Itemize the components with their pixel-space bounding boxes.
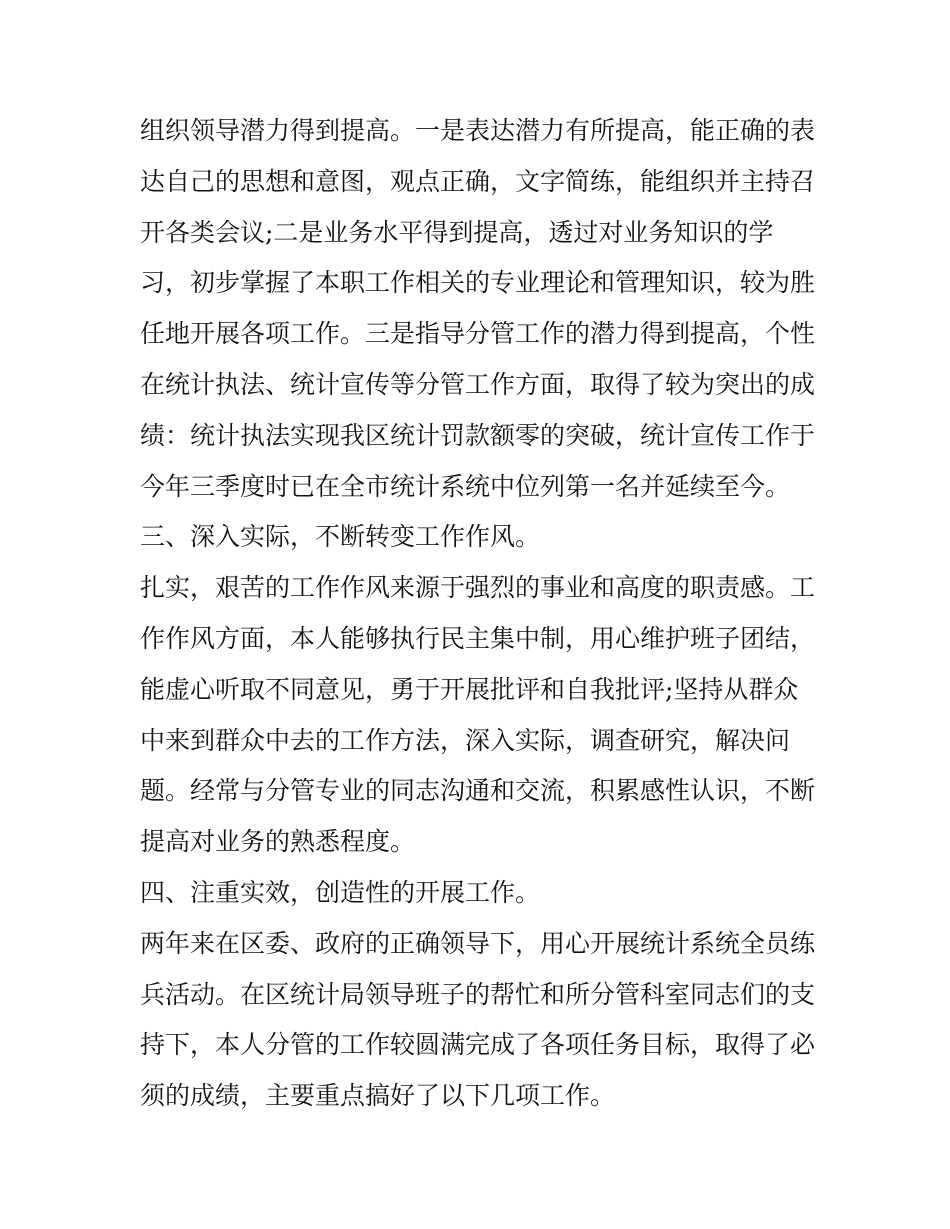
text-line: 开各类会议;二是业务水平得到提高，透过对业务知识的学 [140,217,774,247]
text-line: 须的成绩，主要重点搞好了以下几项工作。 [140,1081,616,1111]
text-line: 提高对业务的熟悉程度。 [140,827,416,857]
text-line: 扎实，艰苦的工作作风来源于强烈的事业和高度的职责感。工 [140,573,816,603]
text-line: 兵活动。在区统计局领导班子的帮忙和所分管科室同志们的支 [140,979,816,1009]
section-heading: 三、深入实际，不断转变工作作风。 [140,522,541,552]
text-line: 今年三季度时已在全市统计系统中位列第一名并延续至今。 [140,471,791,501]
text-line: 作作风方面，本人能够执行民主集中制，用心维护班子团结， [140,623,816,653]
text-line: 中来到群众中去的工作方法，深入实际，调查研究，解决问 [140,725,791,755]
text-line: 达自己的思想和意图，观点正确，文字简练，能组织并主持召 [140,166,816,196]
text-line: 任地开展各项工作。三是指导分管工作的潜力得到提高，个性 [140,319,816,349]
text-line: 组织领导潜力得到提高。一是表达潜力有所提高，能正确的表 [140,116,816,145]
text-line: 持下，本人分管的工作较圆满完成了各项任务目标，取得了必 [140,1030,816,1060]
text-line: 习，初步掌握了本职工作相关的专业理论和管理知识，较为胜 [140,268,816,298]
document-body [140,106,830,1122]
text-line: 能虚心听取不同意见，勇于开展批评和自我批评;坚持从群众 [140,674,799,704]
section-heading: 四、注重实效，创造性的开展工作。 [140,877,541,907]
text-line: 两年来在区委、政府的正确领导下，用心开展统计系统全员练 [140,928,816,958]
text-line: 绩：统计执法实现我区统计罚款额零的突破，统计宣传工作于 [140,420,816,450]
text-line: 题。经常与分管专业的同志沟通和交流，积累感性认识，不断 [140,776,816,806]
text-line: 在统计执法、统计宣传等分管工作方面，取得了较为突出的成 [140,369,816,399]
